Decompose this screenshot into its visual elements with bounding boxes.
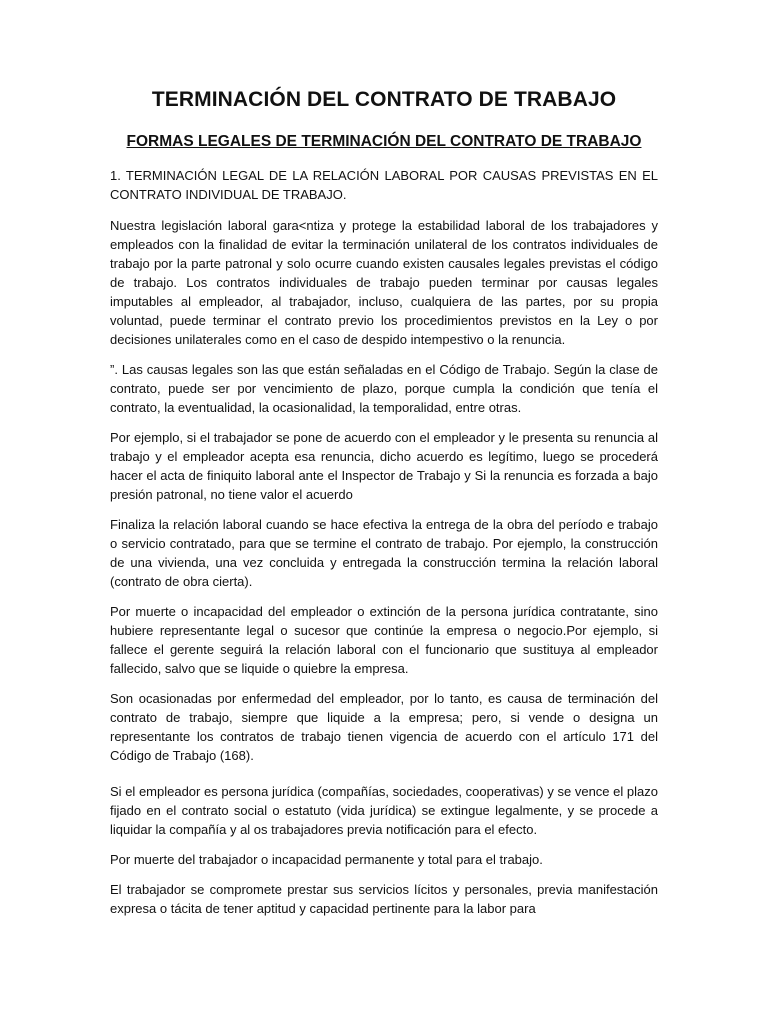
paragraph: Por ejemplo, si el trabajador se pone de acuerdo con el empleador y le presenta su renuncia al trabajo y el empleador acepta esa renuncia, dicho acuerdo es legítimo, luego se procederá hacer el acta de finiquito laboral ante el Inspector de Trabajo y Si la renuncia es forzada a bajo presión patronal, no tiene valor el acuerdo (110, 430, 658, 502)
paragraph: ”. Las causas legales son las que están señaladas en el Código de Trabajo. Según la clase de contrato, puede ser por vencimiento de plazo, porque cumpla la condición que tenía el contrato, la eventualidad, la ocasionalidad, la temporalidad, entre otras. (110, 362, 658, 415)
paragraph: Por muerte o incapacidad del empleador o extinción de la persona jurídica contratante, sino hubiere representante legal o sucesor que continúe la empresa o negocio.Por ejemplo, si fallece el gerente seguirá la relación laboral con el funcionario que sustituya al empleador fallecido, salvo que se liquide o quiebre la empresa. (110, 604, 658, 676)
document-body (110, 166, 658, 929)
paragraph: Finaliza la relación laboral cuando se hace efectiva la entrega de la obra del período e trabajo o servicio contratado, para que se termine el contrato de trabajo. Por ejemplo, la construcción de una vivienda, una vez concluida y entregada la construcción termina la relación laboral (contrato de obra cierta). (110, 517, 658, 589)
paragraph: Por muerte del trabajador o incapacidad permanente y total para el trabajo. (110, 852, 543, 867)
paragraph: Nuestra legislación laboral gara<ntiza y protege la estabilidad laboral de los trabajadores y empleados con la finalidad de evitar la terminación unilateral de los contratos individuales de trabajo por la parte patronal y solo ocurre cuando existen causales legales previstas el código de trabajo. Los contratos individuales de trabajo pueden terminar por causas legales imputables al empleador, al trabajador, incluso, cualquiera de las partes, por su propia voluntad, puede terminar el contrato previo los procedimientos previstos en la Ley o por decisiones unilaterales como en el caso de despido intempestivo o la renuncia. (110, 218, 658, 347)
paragraph: Son ocasionadas por enfermedad del empleador, por lo tanto, es causa de terminación del contrato de trabajo, siempre que liquide a la empresa; pero, si vende o designa un representante los contratos de trabajo tienen vigencia de acuerdo con el artículo 171 del Código de Trabajo (168). (110, 691, 658, 763)
section-heading: 1. TERMINACIÓN LEGAL DE LA RELACIÓN LABORAL POR CAUSAS PREVISTAS EN EL CONTRATO INDIVIDUAL DE TRABAJO. (110, 168, 658, 202)
document-title: TERMINACIÓN DEL CONTRATO DE TRABAJO (151, 88, 617, 111)
paragraph: El trabajador se compromete prestar sus servicios lícitos y personales, previa manifestación expresa o tácita de tener aptitud y capacidad pertinente para la labor para (110, 882, 658, 916)
paragraph: Si el empleador es persona jurídica (compañías, sociedades, cooperativas) y se vence el plazo fijado en el contrato social o estatuto (vida jurídica) se extingue legalmente, y se procede a liquidar la compañía y al os trabajadores previa notificación para el efecto. (110, 784, 658, 837)
document-subtitle: FORMAS LEGALES DE TERMINACIÓN DEL CONTRATO DE TRABAJO (126, 133, 642, 150)
